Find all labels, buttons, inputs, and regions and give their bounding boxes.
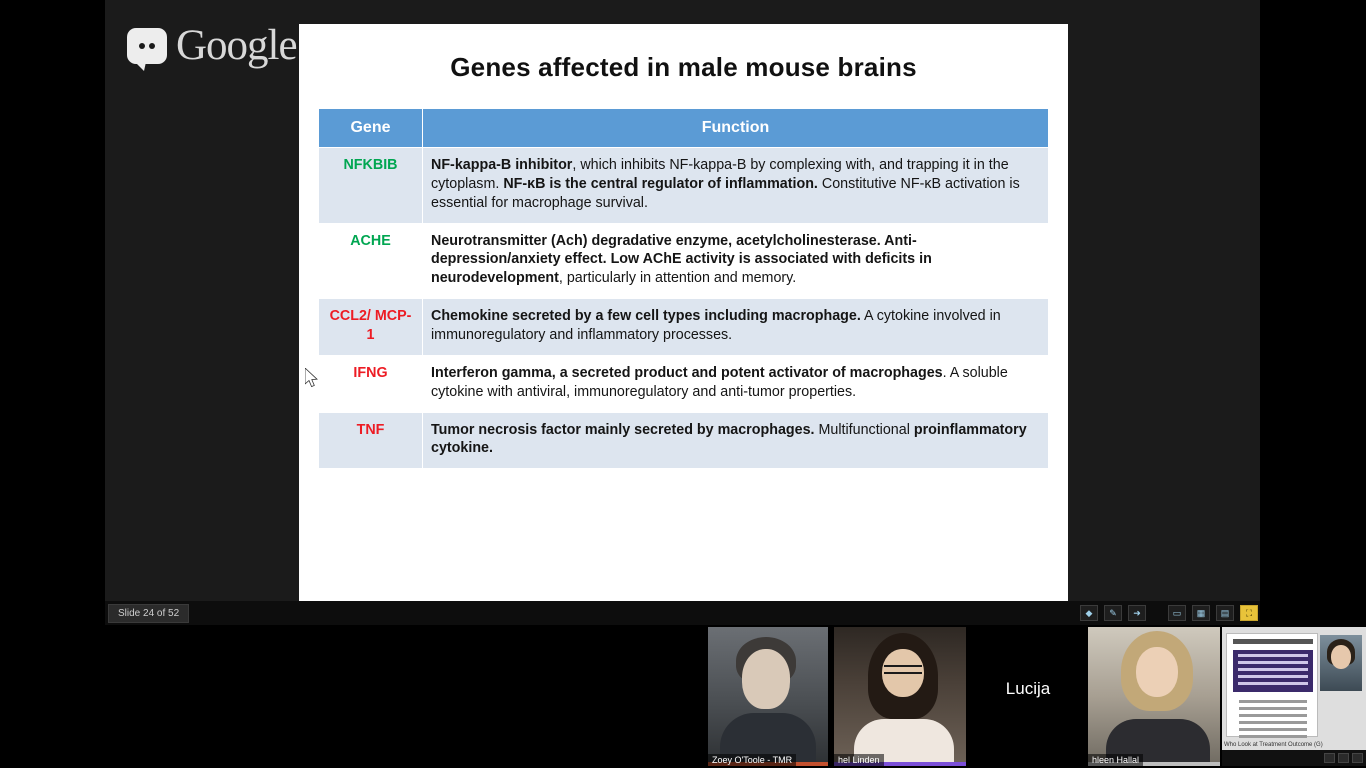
slide-title: Genes affected in male mouse brains — [450, 52, 917, 82]
gene-name-cell: TNF — [319, 412, 423, 469]
gene-function-cell: Tumor necrosis factor mainly secreted by macrophages. Multifunctional proinflammatory cytokine. — [423, 412, 1049, 469]
table-row — [319, 299, 1049, 356]
gene-function-cell: Chemokine secreted by a few cell types including macrophage. A cytokine involved in immunoregulatory and inflammatory processes. — [423, 299, 1049, 356]
notes-view-icon[interactable]: ▤ — [1216, 605, 1234, 621]
next-slide-icon[interactable]: ➜ — [1128, 605, 1146, 621]
column-header-gene: Gene — [319, 109, 423, 148]
preview-webcam — [1320, 635, 1362, 691]
hangouts-quote-icon — [127, 28, 167, 64]
google-plus-watermark — [127, 24, 321, 67]
gene-function-cell: NF-kappa-B inhibitor, which inhibits NF-kappa-B by complexing with, and trapping it in the cytoplasm. NF-κB is the central regulator of inflammation. Constitutive NF-κB activation is essential for macrophage survival. — [423, 148, 1049, 224]
preview-caption: Who Look at Treatment Outcome (G) — [1224, 742, 1323, 748]
avatar-face — [742, 649, 790, 709]
gene-name-cell: ACHE — [319, 223, 423, 299]
gene-function-cell: Neurotransmitter (Ach) degradative enzyme, acetylcholinesterase. Anti-depression/anxiety effect. Low AChE activity is associated with deficits in neurodevelopment, particularly in attention and memory. — [423, 223, 1049, 299]
screenshare-preview-tile[interactable] — [1222, 627, 1366, 766]
gene-function-cell: Interferon gamma, a secreted product and potent activator of macrophages. A soluble cytokine with antiviral, immunoregulatory and anti-tumor properties. — [423, 355, 1049, 412]
gene-name-cell: CCL2/ MCP-1 — [319, 299, 423, 356]
participant-tile-zoey[interactable] — [708, 627, 828, 766]
table-row — [319, 355, 1049, 412]
mini-slide-body — [1233, 650, 1313, 692]
preview-toolbar-icon-2[interactable] — [1338, 753, 1349, 763]
presentation-stage — [105, 0, 1260, 625]
left-letterbox — [0, 0, 105, 625]
gene-name-cell: IFNG — [319, 355, 423, 412]
participant-tile-kathleen[interactable] — [1088, 627, 1220, 766]
preview-toolbar-icon-3[interactable] — [1352, 753, 1363, 763]
mini-slide — [1226, 633, 1318, 737]
participant-tile-lucija[interactable] — [968, 627, 1088, 766]
fullscreen-icon[interactable]: ⛶ — [1240, 605, 1258, 621]
single-view-icon[interactable]: ▭ — [1168, 605, 1186, 621]
table-row — [319, 223, 1049, 299]
genes-table — [318, 108, 1049, 469]
participant-name: hel Linden — [834, 754, 884, 766]
glasses-icon — [884, 665, 922, 674]
slide-status-bar — [105, 601, 1260, 625]
participant-name: hleen Hallal — [1088, 754, 1143, 766]
table-row — [319, 412, 1049, 469]
table-row — [319, 148, 1049, 224]
preview-toolbar[interactable] — [1222, 750, 1366, 766]
participant-name: Lucija — [1005, 679, 1051, 698]
pen-annotate-icon[interactable]: ✎ — [1104, 605, 1122, 621]
preview-toolbar-icon-1[interactable] — [1324, 753, 1335, 763]
grid-view-icon[interactable]: ▦ — [1192, 605, 1210, 621]
google-wordmark: Google — [176, 22, 297, 69]
mini-slide-notes — [1233, 696, 1313, 742]
toolbar-separator — [1152, 605, 1162, 621]
participant-tile-rachel[interactable] — [834, 627, 966, 766]
right-letterbox — [1260, 0, 1366, 625]
avatar-face — [1331, 645, 1351, 669]
slide-counter: Slide 24 of 52 — [108, 604, 189, 623]
previous-slide-icon[interactable]: ◆ — [1080, 605, 1098, 621]
participant-filmstrip — [0, 625, 1366, 768]
avatar-face — [1136, 647, 1178, 697]
table-header-row — [319, 109, 1049, 148]
gene-name-cell: NFKBIB — [319, 148, 423, 224]
column-header-function: Function — [423, 109, 1049, 148]
mini-slide-title — [1233, 639, 1313, 644]
participant-name: Zoey O'Toole - TMR — [708, 754, 796, 766]
slide-content — [299, 24, 1068, 601]
slide-toolbar[interactable] — [1080, 605, 1260, 621]
